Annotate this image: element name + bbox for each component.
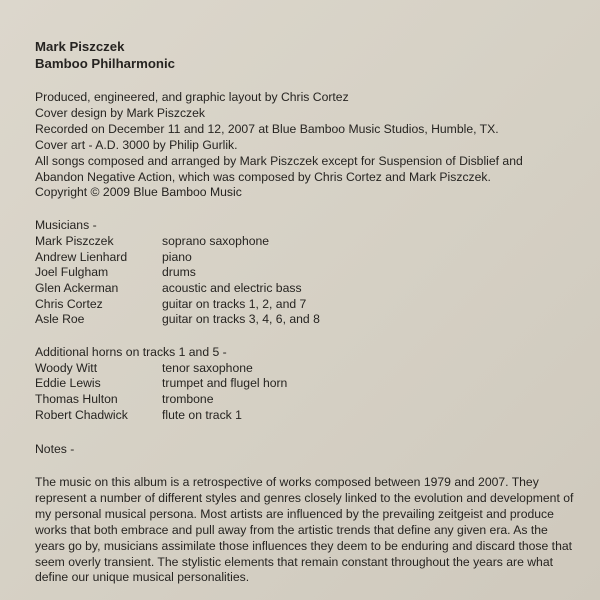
notes-line: my personal musical persona. Most artists are influenced by the prevailing zeitgeist and produce xyxy=(35,506,554,521)
notes-paragraph xyxy=(35,475,575,586)
musician-name: Mark Piszczek xyxy=(35,234,114,249)
horn-row xyxy=(35,376,570,392)
horn-player-role: trombone xyxy=(162,391,214,406)
horn-player-role: tenor saxophone xyxy=(162,360,253,375)
credit-line: Cover art - A.D. 3000 by Philip Gurlik. xyxy=(35,137,238,152)
horn-player-name: Woody Witt xyxy=(35,360,98,375)
notes-line: define our unique musical personalities. xyxy=(35,570,250,585)
musician-role: guitar on tracks 1, 2, and 7 xyxy=(162,296,307,311)
musician-role: piano xyxy=(162,249,192,264)
musicians-section xyxy=(35,218,570,327)
musician-row xyxy=(35,312,570,328)
horn-player-name: Eddie Lewis xyxy=(35,376,101,391)
credit-line: Cover design by Mark Piszczek xyxy=(35,105,206,120)
credit-line: All songs composed and arranged by Mark Piszczek except for Suspension of Disblief and xyxy=(35,153,523,168)
horn-row xyxy=(35,408,570,424)
musicians-heading: Musicians - xyxy=(35,218,97,233)
credit-line: Produced, engineered, and graphic layout by Chris Cortez xyxy=(35,90,349,104)
notes-line: The music on this album is a retrospective of works composed between 1979 and 2007. They xyxy=(35,475,539,489)
notes-line: works that both embrace and pull away from the artistic trends that define any given era. As the xyxy=(35,522,548,537)
credit-line: Abandon Negative Action, which was composed by Chris Cortez and Mark Piszczek. xyxy=(35,169,491,184)
musician-row xyxy=(35,234,570,250)
horn-row xyxy=(35,392,570,408)
notes-line: seem overly transient. The stylistic elements that remain constant throughout the years are what xyxy=(35,554,553,569)
musician-name: Andrew Lienhard xyxy=(35,249,128,264)
musician-name: Glen Ackerman xyxy=(35,281,119,296)
horns-section xyxy=(35,345,570,423)
musician-name: Asle Roe xyxy=(35,312,85,327)
musician-role: guitar on tracks 3, 4, 6, and 8 xyxy=(162,312,320,327)
musician-role: drums xyxy=(162,265,196,280)
album-header xyxy=(35,38,570,72)
horn-player-name: Robert Chadwick xyxy=(35,407,128,422)
horn-row xyxy=(35,361,570,377)
musician-role: acoustic and electric bass xyxy=(162,281,302,296)
musician-row xyxy=(35,297,570,313)
notes-heading: Notes - xyxy=(35,442,75,457)
notes-line: represent a number of different styles and genres closely linked to the evolution and development of xyxy=(35,490,574,505)
horns-heading: Additional horns on tracks 1 and 5 - xyxy=(35,344,227,359)
horn-player-name: Thomas Hulton xyxy=(35,391,118,406)
notes-line: years go by, musicians assimilate those influences they deem to be enduring and discard those that xyxy=(35,538,573,553)
credit-line: Recorded on December 11 and 12, 2007 at Blue Bamboo Music Studios, Humble, TX. xyxy=(35,121,499,136)
horn-player-role: trumpet and flugel horn xyxy=(162,376,288,391)
musician-name: Joel Fulgham xyxy=(35,265,109,280)
artist-name: Mark Piszczek xyxy=(35,39,125,54)
musician-row xyxy=(35,281,570,297)
production-credits xyxy=(35,90,570,201)
musician-row xyxy=(35,250,570,266)
horn-player-role: flute on track 1 xyxy=(162,407,242,422)
musician-name: Chris Cortez xyxy=(35,296,103,311)
musician-row xyxy=(35,265,570,281)
musician-role: soprano saxophone xyxy=(162,234,270,249)
credit-line: Copyright © 2009 Blue Bamboo Music xyxy=(35,185,242,200)
album-title: Bamboo Philharmonic xyxy=(35,56,175,71)
